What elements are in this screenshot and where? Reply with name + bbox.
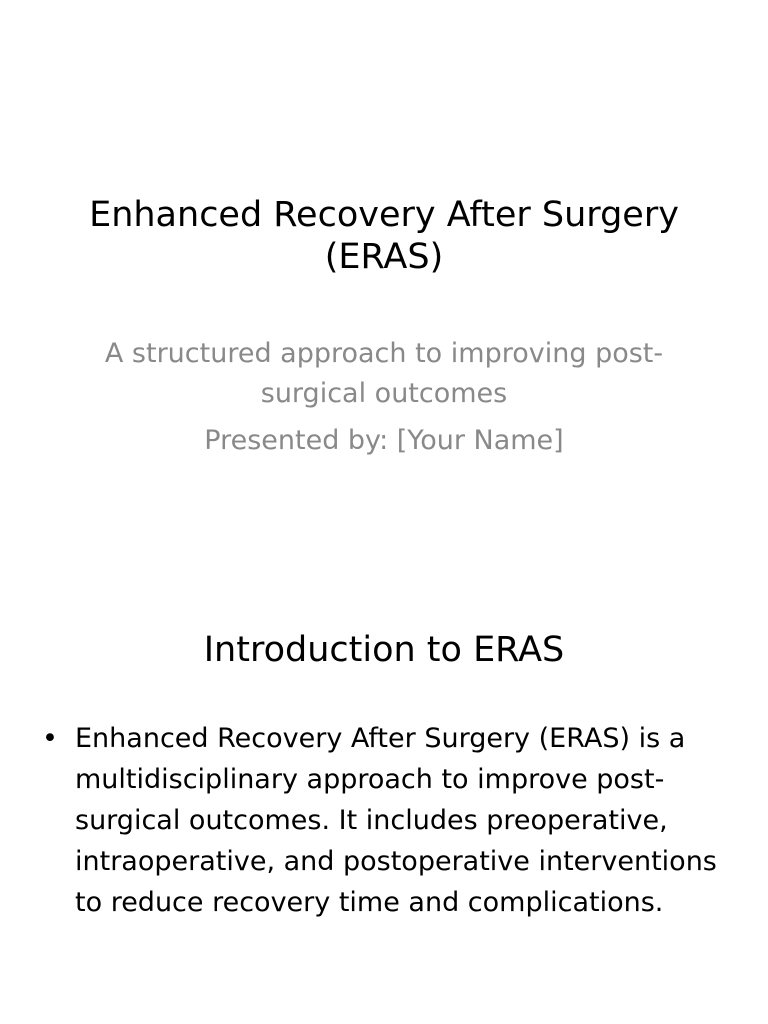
subtitle-line: A structured approach to improving post-surgical outcomes bbox=[104, 338, 664, 409]
bullet-text: Enhanced Recovery After Surgery (ERAS) is a multidisciplinary approach to improve post-surgical outcomes. It includes preoperative, intraoperative, and postoperative interventions to reduce recovery time and complications. bbox=[75, 723, 717, 918]
slide-title: Introduction to ERAS bbox=[203, 630, 565, 670]
slide-title: Enhanced Recovery After Surgery (ERAS) bbox=[89, 195, 679, 277]
presenter-line: Presented by: [Your Name] bbox=[204, 425, 564, 456]
bullet-list bbox=[42, 718, 732, 923]
slide-subtitle bbox=[90, 334, 678, 461]
bullet-item bbox=[42, 718, 732, 923]
introduction-slide bbox=[0, 576, 768, 1024]
bullet-icon: • bbox=[42, 723, 58, 754]
